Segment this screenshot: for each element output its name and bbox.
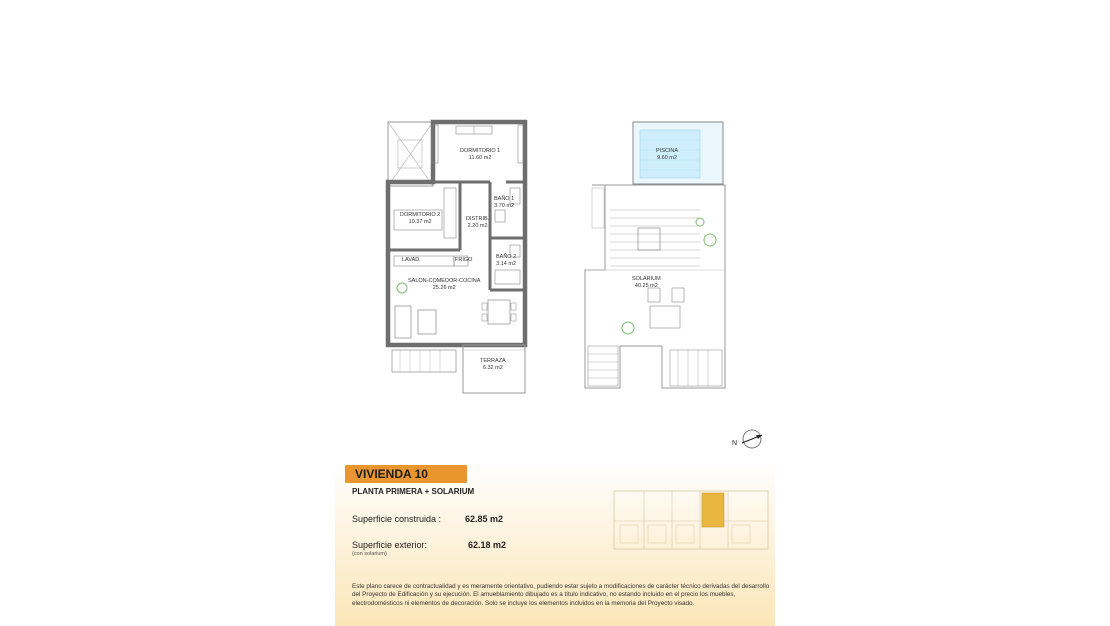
- room-area: 3.70 m2: [494, 203, 515, 209]
- unit-title: VIVIENDA 10: [355, 467, 428, 481]
- unit-subtitle: PLANTA PRIMERA + SOLARIUM: [352, 487, 475, 496]
- sup-construida-label: Superficie construida :: [352, 514, 442, 524]
- room-name: TERRAZA: [480, 358, 506, 364]
- room-area: 25.26 m2: [432, 285, 456, 291]
- room-label-piscina: [656, 148, 678, 162]
- room-name: BAÑO 1: [494, 196, 515, 202]
- room-label-dormitorio1: [460, 148, 500, 162]
- highlighted-unit: [702, 493, 724, 527]
- compass-label: N: [732, 440, 738, 447]
- compass-icon: [730, 425, 766, 458]
- sup-exterior-label: Superficie exterior:: [352, 540, 428, 550]
- room-name: DORMITORIO 2: [400, 212, 441, 218]
- sup-exterior-note: (con solarium): [352, 551, 387, 557]
- room-name: PISCINA: [656, 148, 679, 154]
- floor-plan-drawing: [370, 110, 770, 410]
- room-area: 11.60 m2: [468, 155, 492, 161]
- room-label-bano2: [496, 254, 516, 268]
- sup-construida-value: 62.85 m2: [465, 514, 504, 524]
- floor-plans: [370, 110, 770, 410]
- room-name: DORMITORIO 1: [460, 148, 501, 154]
- room-name: BAÑO 2: [496, 254, 517, 260]
- room-label-salon: [408, 278, 480, 292]
- room-name: FRIGO: [455, 257, 473, 263]
- room-name: DISTRIB.: [466, 216, 490, 222]
- room-label-frigo: [455, 257, 472, 264]
- room-area: 10.37 m2: [408, 219, 432, 225]
- room-name: LAVAD.: [402, 257, 421, 263]
- room-label-distrib: [466, 216, 489, 230]
- room-area: 6.32 m2: [482, 365, 503, 371]
- room-label-solarium: [632, 276, 661, 290]
- solarium-plan: [585, 122, 725, 388]
- key-plan: [612, 489, 770, 556]
- sup-exterior-value: 62.18 m2: [468, 540, 507, 550]
- room-area: 3.14 m2: [496, 261, 517, 267]
- room-label-lavadero: [402, 257, 421, 264]
- room-label-terraza: [480, 358, 506, 372]
- room-label-bano1: [494, 196, 514, 210]
- room-area: 40.25 m2: [634, 283, 658, 289]
- disclaimer-text: Este plano carece de contractualidad y es meramente orientativo, pudiendo estar sujeto a modificaciones de carácter técnico derivadas del desarrollo del Proyecto de Edificación y su ejecución. El amueblamiento dibujado es a título indicativo, no estando incluido en el precio los muebles, electrodomésticos ni elementos de decoración. Solo se incluye los elementos incluidos en la memoria del Proyecto visado.: [352, 583, 770, 607]
- room-name: SALON-COMEDOR-COCINA: [408, 278, 481, 284]
- room-area: 9.60 m2: [657, 155, 677, 161]
- room-area: 2.20 m2: [467, 223, 488, 229]
- room-name: SOLARIUM: [632, 276, 661, 282]
- room-label-dormitorio2: [400, 212, 440, 226]
